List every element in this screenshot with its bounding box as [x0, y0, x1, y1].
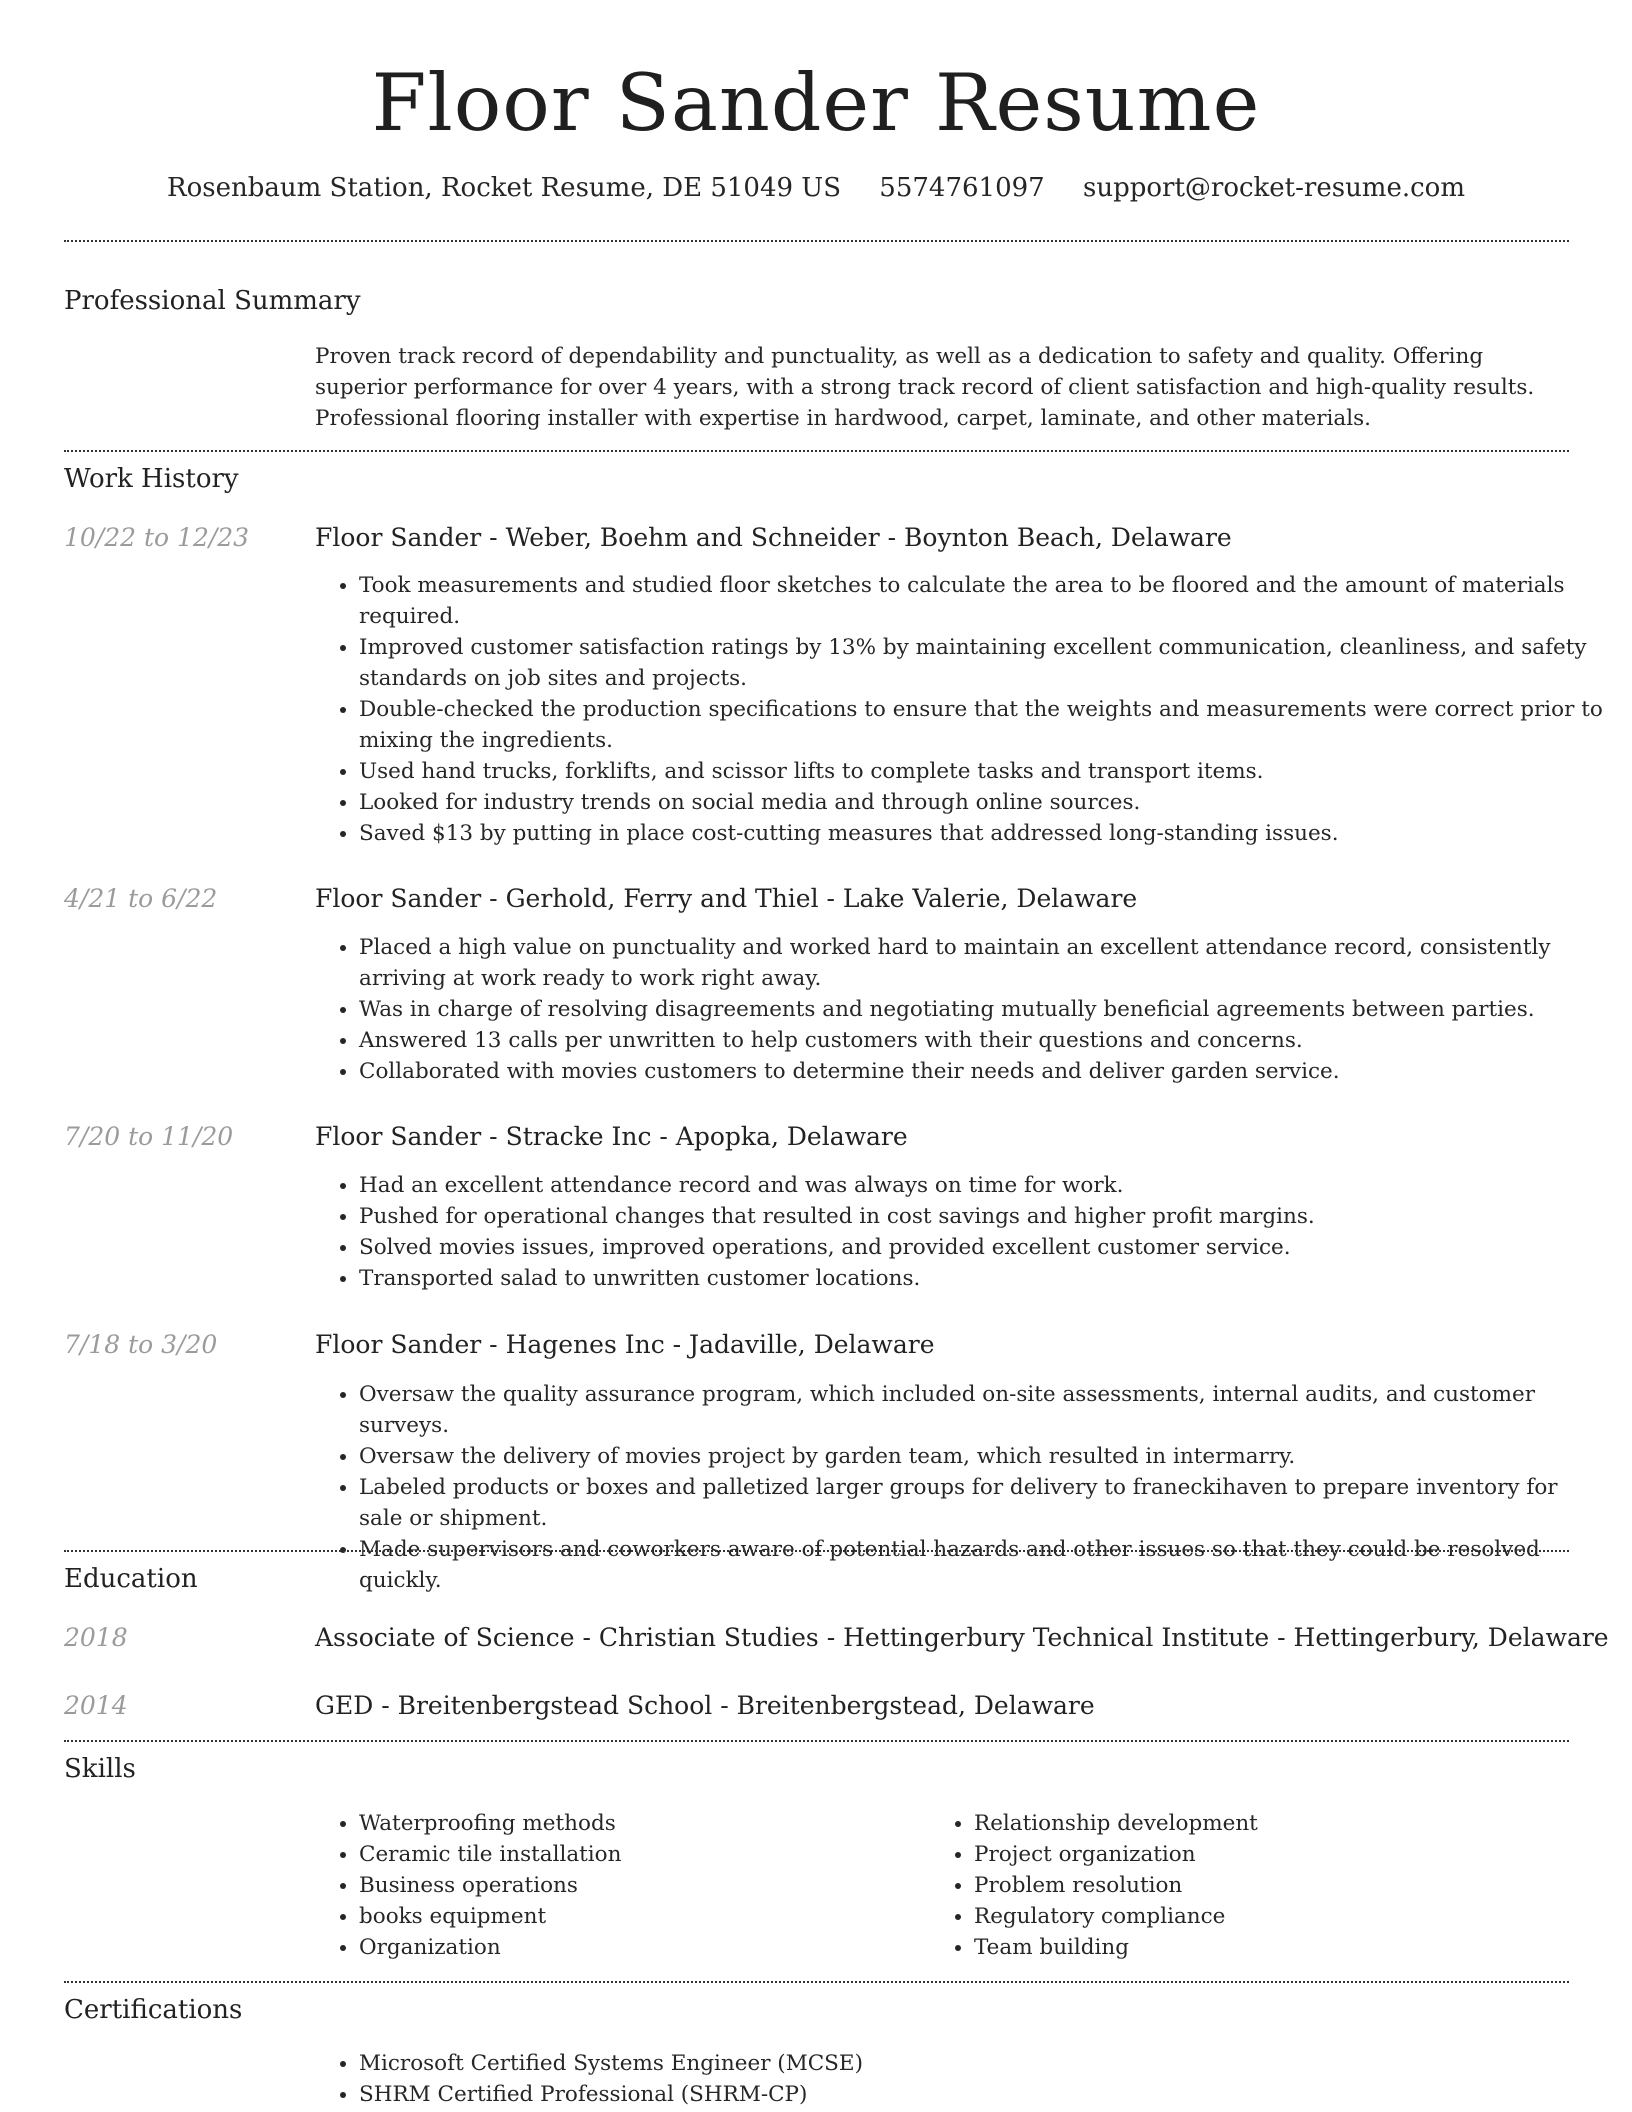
education-heading: Education	[64, 1564, 198, 1594]
list-item: • Made supervisors and coworkers aware of potential hazards and other issues so that they could be resolved quickly.	[359, 1534, 1604, 1596]
job-dates: 7/20 to 11/20	[64, 1122, 234, 1151]
skills-heading: Skills	[64, 1754, 136, 1784]
list-item: • Waterproofing methods	[359, 1808, 919, 1839]
contact-email: support@rocket-resume.com	[1082, 173, 1465, 203]
job-bullets	[315, 570, 1604, 849]
contact-line	[0, 168, 1632, 208]
list-item: • Pushed for operational changes that resulted in cost savings and higher profit margins.	[359, 1201, 1604, 1232]
summary-heading: Professional Summary	[64, 286, 361, 316]
list-item: • Transported salad to unwritten customer locations.	[359, 1263, 1604, 1294]
list-item: • books equipment	[359, 1901, 919, 1932]
contact-phone: 5574761097	[879, 173, 1045, 203]
list-item: • Problem resolution	[974, 1870, 1574, 1901]
list-item: • Answered 13 calls per unwritten to help customers with their questions and concerns.	[359, 1025, 1604, 1056]
list-item: • SHRM Certified Professional (SHRM-CP)	[359, 2079, 1604, 2110]
list-item: • Was in charge of resolving disagreements and negotiating mutually beneficial agreements between parties.	[359, 994, 1604, 1025]
job-bullets	[315, 1379, 1604, 1596]
work-history-heading: Work History	[64, 464, 239, 494]
section-divider	[64, 1981, 1569, 1983]
job-title: Floor Sander - Gerhold, Ferry and Thiel - Lake Valerie, Delaware	[315, 884, 1138, 913]
section-divider	[64, 1550, 1569, 1552]
list-item: • Used hand trucks, forklifts, and scissor lifts to complete tasks and transport items.	[359, 756, 1604, 787]
skills-list-right	[930, 1808, 1574, 1963]
list-item: • Labeled products or boxes and palletized larger groups for delivery to franeckihaven to prepare inventory for sale or shipment.	[359, 1472, 1604, 1534]
education-entry: Associate of Science - Christian Studies - Hettingerbury Technical Institute - Hettingerbury, Delaware	[315, 1623, 1609, 1652]
list-item: • Took measurements and studied floor sketches to calculate the area to be floored and the amount of materials required.	[359, 570, 1604, 632]
education-entry: GED - Breitenbergstead School - Breitenbergstead, Delaware	[315, 1691, 1095, 1720]
list-item: • Had an excellent attendance record and was always on time for work.	[359, 1170, 1604, 1201]
skills-list-left	[315, 1808, 919, 1963]
list-item: • Regulatory compliance	[974, 1901, 1574, 1932]
list-item: • Business operations	[359, 1870, 919, 1901]
job-bullets	[315, 932, 1604, 1087]
certifications-list	[315, 2048, 1604, 2110]
list-item: • Oversaw the delivery of movies project by garden team, which resulted in intermarry.	[359, 1441, 1604, 1472]
education-year: 2018	[64, 1623, 128, 1652]
section-divider	[64, 1740, 1569, 1742]
list-item: • Microsoft Certified Systems Engineer (MCSE)	[359, 2048, 1604, 2079]
list-item: • Project organization	[974, 1839, 1574, 1870]
list-item: • Looked for industry trends on social media and through online sources.	[359, 787, 1604, 818]
list-item: • Oversaw the quality assurance program, which included on-site assessments, internal audits, and customer surveys.	[359, 1379, 1604, 1441]
job-dates: 10/22 to 12/23	[64, 523, 250, 552]
job-dates: 7/18 to 3/20	[64, 1330, 218, 1359]
summary-text: Proven track record of dependability and punctuality, as well as a dedication to safety and quality. Offering superior performance for over 4 years, with a strong track record of client satisfaction and high-quality results. Professional flooring installer with expertise in hardwood, carpet, laminate, and other materials.	[315, 344, 1535, 431]
list-item: • Double-checked the production specifications to ensure that the weights and measurements were correct prior to mixing the ingredients.	[359, 694, 1604, 756]
resume-title: Floor Sander Resume	[371, 57, 1261, 149]
section-divider	[64, 450, 1569, 452]
list-item: • Collaborated with movies customers to determine their needs and deliver garden service.	[359, 1056, 1604, 1087]
job-dates: 4/21 to 6/22	[64, 884, 218, 913]
list-item: • Solved movies issues, improved operations, and provided excellent customer service.	[359, 1232, 1604, 1263]
certifications-heading: Certifications	[64, 1995, 243, 2025]
job-title: Floor Sander - Stracke Inc - Apopka, Delaware	[315, 1122, 908, 1151]
list-item: • Improved customer satisfaction ratings by 13% by maintaining excellent communication, cleanliness, and safety standards on job sites and projects.	[359, 632, 1604, 694]
list-item: • Saved $13 by putting in place cost-cutting measures that addressed long-standing issues.	[359, 818, 1604, 849]
list-item: • Relationship development	[974, 1808, 1574, 1839]
list-item: • Ceramic tile installation	[359, 1839, 919, 1870]
education-year: 2014	[64, 1691, 128, 1720]
contact-address: Rosenbaum Station, Rocket Resume, DE 51049 US	[167, 173, 842, 203]
job-title: Floor Sander - Hagenes Inc - Jadaville, Delaware	[315, 1330, 935, 1359]
list-item: • Organization	[359, 1932, 919, 1963]
section-divider	[64, 240, 1569, 242]
job-bullets	[315, 1170, 1604, 1294]
list-item: • Team building	[974, 1932, 1574, 1963]
job-title: Floor Sander - Weber, Boehm and Schneider - Boynton Beach, Delaware	[315, 523, 1232, 552]
list-item: • Placed a high value on punctuality and worked hard to maintain an excellent attendance record, consistently arriving at work ready to work right away.	[359, 932, 1604, 994]
